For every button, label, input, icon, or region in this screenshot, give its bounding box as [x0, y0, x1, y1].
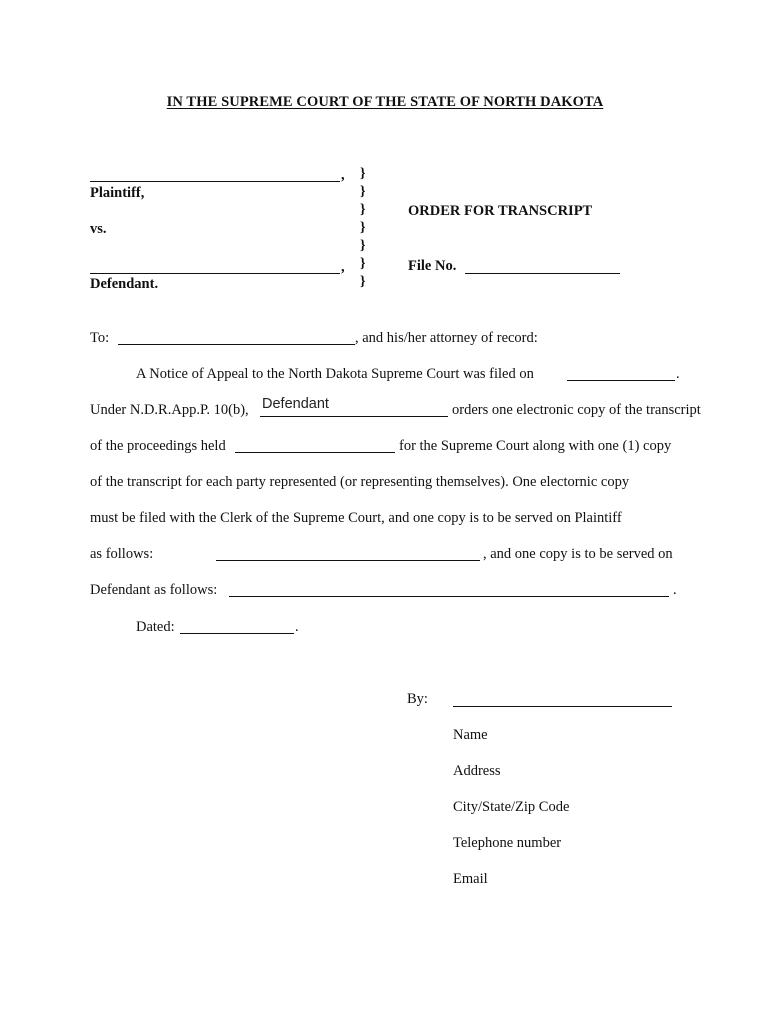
caption-brace: } — [360, 184, 366, 199]
to-label: To: — [90, 330, 110, 346]
ordering-party-value[interactable]: Defendant — [262, 396, 329, 412]
defendant-comma: , — [341, 259, 345, 275]
defendant-service-field[interactable] — [229, 596, 669, 597]
plaintiff-comma: , — [341, 167, 345, 183]
signature-city: City/State/Zip Code — [453, 799, 570, 815]
defendant-name-field[interactable] — [90, 273, 340, 274]
notice-text: A Notice of Appeal to the North Dakota Supreme Court was filed on — [136, 366, 534, 382]
as-follows-suffix: , and one copy is to be served on — [483, 546, 673, 562]
order-title: ORDER FOR TRANSCRIPT — [408, 203, 593, 219]
defendant-follows-period: . — [673, 582, 677, 598]
as-follows-label: as follows: — [90, 546, 154, 562]
to-recipient-field[interactable] — [118, 344, 355, 345]
defendant-label: Defendant. — [90, 276, 159, 292]
caption-brace: } — [360, 238, 366, 253]
court-heading: IN THE SUPREME COURT OF THE STATE OF NORTH DAKOTA — [166, 94, 604, 110]
ordering-party-field[interactable] — [260, 416, 448, 417]
vs-label: vs. — [90, 221, 107, 237]
rule-suffix: orders one electronic copy of the transcript — [452, 402, 701, 418]
proceedings-prefix: of the proceedings held — [90, 438, 226, 454]
proceedings-date-field[interactable] — [235, 452, 395, 453]
caption-brace: } — [360, 256, 366, 271]
signature-name: Name — [453, 727, 488, 743]
file-no-label: File No. — [408, 258, 457, 274]
signature-telephone: Telephone number — [453, 835, 562, 851]
file-no-field[interactable] — [465, 273, 620, 274]
rule-prefix: Under N.D.R.App.P. 10(b), — [90, 402, 249, 418]
notice-date-field[interactable] — [567, 380, 675, 381]
notice-period: . — [676, 366, 680, 382]
dated-field[interactable] — [180, 633, 294, 634]
caption-brace: } — [360, 274, 366, 289]
plaintiff-label: Plaintiff, — [90, 185, 145, 201]
caption-brace: } — [360, 166, 366, 181]
by-label: By: — [407, 691, 428, 707]
defendant-follows-label: Defendant as follows: — [90, 582, 218, 598]
caption-brace: } — [360, 220, 366, 235]
signature-address: Address — [453, 763, 501, 779]
signature-email: Email — [453, 871, 488, 887]
to-suffix: , and his/her attorney of record: — [355, 330, 538, 346]
body-line-transcript-party: of the transcript for each party represented (or representing themselves). One electornic copy — [90, 474, 630, 490]
dated-period: . — [295, 619, 299, 635]
plaintiff-name-field[interactable] — [90, 181, 340, 182]
plaintiff-service-field[interactable] — [216, 560, 480, 561]
proceedings-suffix: for the Supreme Court along with one (1) copy — [399, 438, 672, 454]
dated-label: Dated: — [136, 619, 175, 635]
caption-brace: } — [360, 202, 366, 217]
signature-field[interactable] — [453, 706, 672, 707]
body-line-clerk: must be filed with the Clerk of the Supreme Court, and one copy is to be served on Plaintiff — [90, 510, 622, 526]
